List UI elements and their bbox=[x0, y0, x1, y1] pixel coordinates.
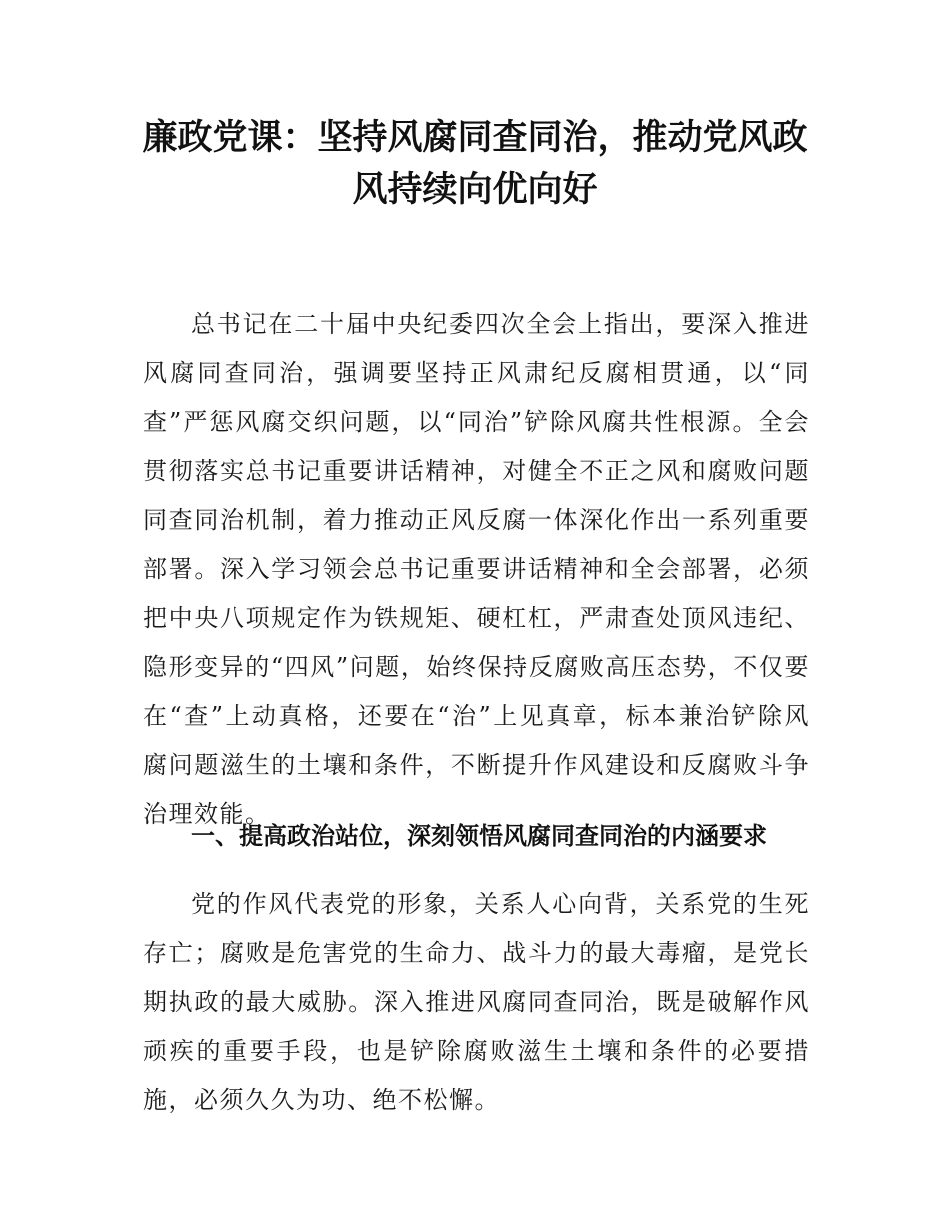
document-title bbox=[100, 112, 850, 216]
document-title-line-2: 风持续向优向好 bbox=[352, 170, 598, 210]
document-title-line-1: 廉政党课：坚持风腐同查同治，推动党风政 bbox=[142, 118, 808, 158]
section-heading-1: 一、提高政治站位，深刻领悟风腐同查同治的内涵要求 bbox=[191, 822, 767, 850]
body-paragraph-2: 党的作风代表党的形象，关系人心向背，关系党的生死存亡；腐败是危害党的生命力、战斗力的最大毒瘤，是党长期执政的最大威胁。深入推进风腐同查同治，既是破解作风顽疾的重要手段，也是铲除腐败滋生土壤和条件的必要措施，必须久久为功、绝不松懈。 bbox=[143, 890, 810, 1114]
body-paragraph-1: 总书记在二十届中央纪委四次全会上指出，要深入推进风腐同查同治，强调要坚持正风肃纪反腐相贯通，以“同查”严惩风腐交织问题，以“同治”铲除风腐共性根源。全会贯彻落实总书记重要讲话精神，对健全不正之风和腐败问题同查同治机制，着力推动正风反腐一体深化作出一系列重要部署。深入学习领会总书记重要讲话精神和全会部署，必须把中央八项规定作为铁规矩、硬杠杠，严肃查处顶风违纪、隐形变异的“四风”问题，始终保持反腐败高压态势，不仅要在“查”上动真格，还要在“治”上见真章，标本兼治铲除风腐问题滋生的土壤和条件，不断提升作风建设和反腐败斗争治理效能。 bbox=[143, 310, 810, 828]
